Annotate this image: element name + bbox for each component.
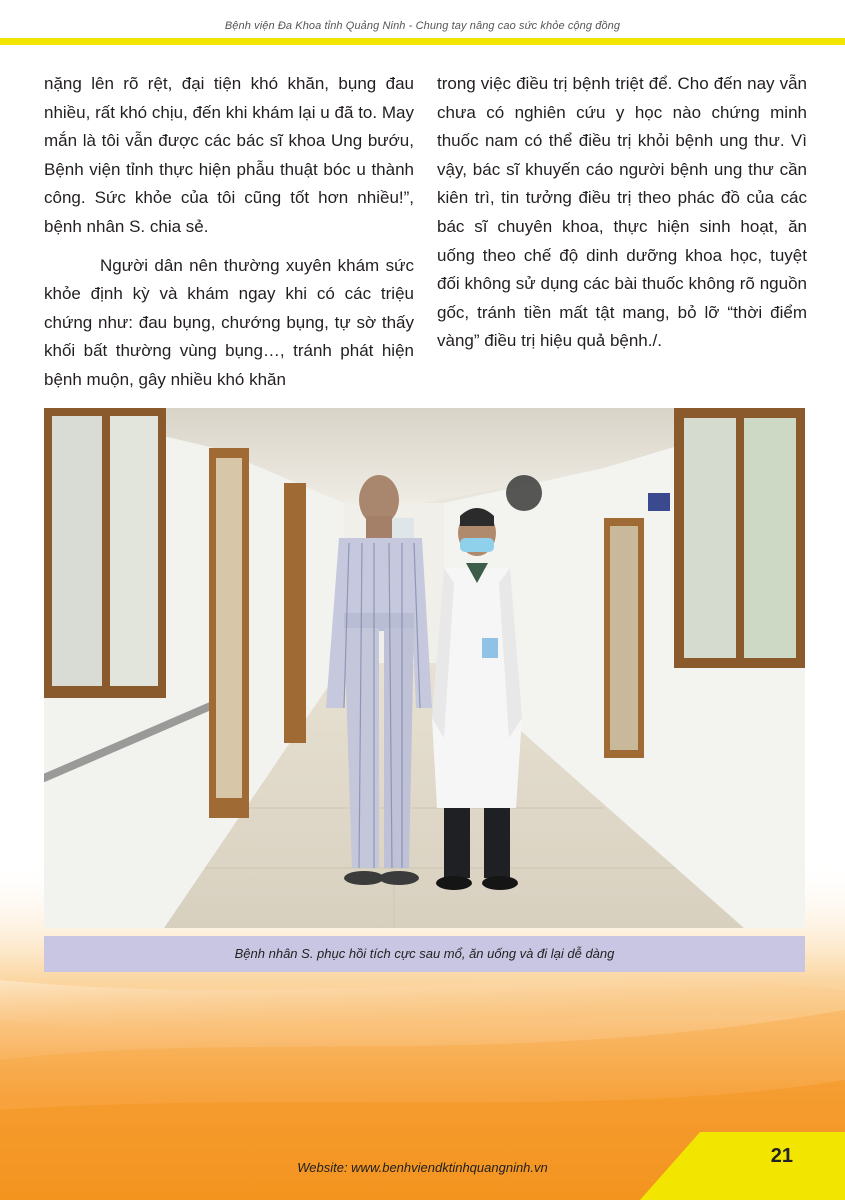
paragraph: Người dân nên thường xuyên khám sức khỏe định kỳ và khám ngay khi có các triệu chứng như: đau bụng, chướng bụng, tự sờ thấy khối bất thường vùng bụng…, tránh phát hiện bệnh muộn, gây nhiều khó khăn bbox=[44, 255, 414, 389]
page-number: 21 bbox=[770, 1145, 793, 1167]
paragraph: trong việc điều trị bệnh triệt để. Cho đến nay vẫn chưa có nghiên cứu y học nào chứng minh thuốc nam có thể điều trị khỏi bệnh ung thư. Vì vậy, bác sĩ khuyến cáo người bệnh ung thư cần kiên trì, tin tưởng điều trị theo phác đồ của các bác sĩ chuyên khoa, thực hiện sinh hoạt, ăn uống theo chế độ dinh dưỡng khoa học, tuyệt đối không sử dụng các bài thuốc không rõ nguồn gốc, tránh tiền mất tật mang, bỏ lỡ “thời điểm vàng” điều trị hiệu quả bệnh./. bbox=[437, 74, 807, 351]
footer-website: Website: www.benhviendktinhquangninh.vn bbox=[297, 1160, 548, 1175]
text-column-left bbox=[44, 70, 414, 395]
header-accent-bar bbox=[0, 38, 845, 45]
text-column-right bbox=[437, 70, 807, 356]
running-header: Bệnh viện Đa Khoa tỉnh Quảng Ninh - Chung tay nâng cao sức khỏe cộng đồng bbox=[224, 20, 621, 32]
paragraph: nặng lên rõ rệt, đại tiện khó khăn, bụng đau nhiều, rất khó chịu, đến khi khám lại u đã to. May mắn là tôi vẫn được các bác sĩ khoa Ung bướu, Bệnh viện tỉnh thực hiện phẫu thuật bóc u thành công. Sức khỏe của tôi cũng tốt hơn nhiều!”, bệnh nhân S. chia sẻ. bbox=[44, 74, 414, 236]
article-photo bbox=[44, 408, 805, 928]
photo-caption: Bệnh nhân S. phục hồi tích cực sau mổ, ăn uống và đi lại dễ dàng bbox=[44, 936, 805, 972]
hospital-corridor-illustration bbox=[44, 408, 805, 928]
